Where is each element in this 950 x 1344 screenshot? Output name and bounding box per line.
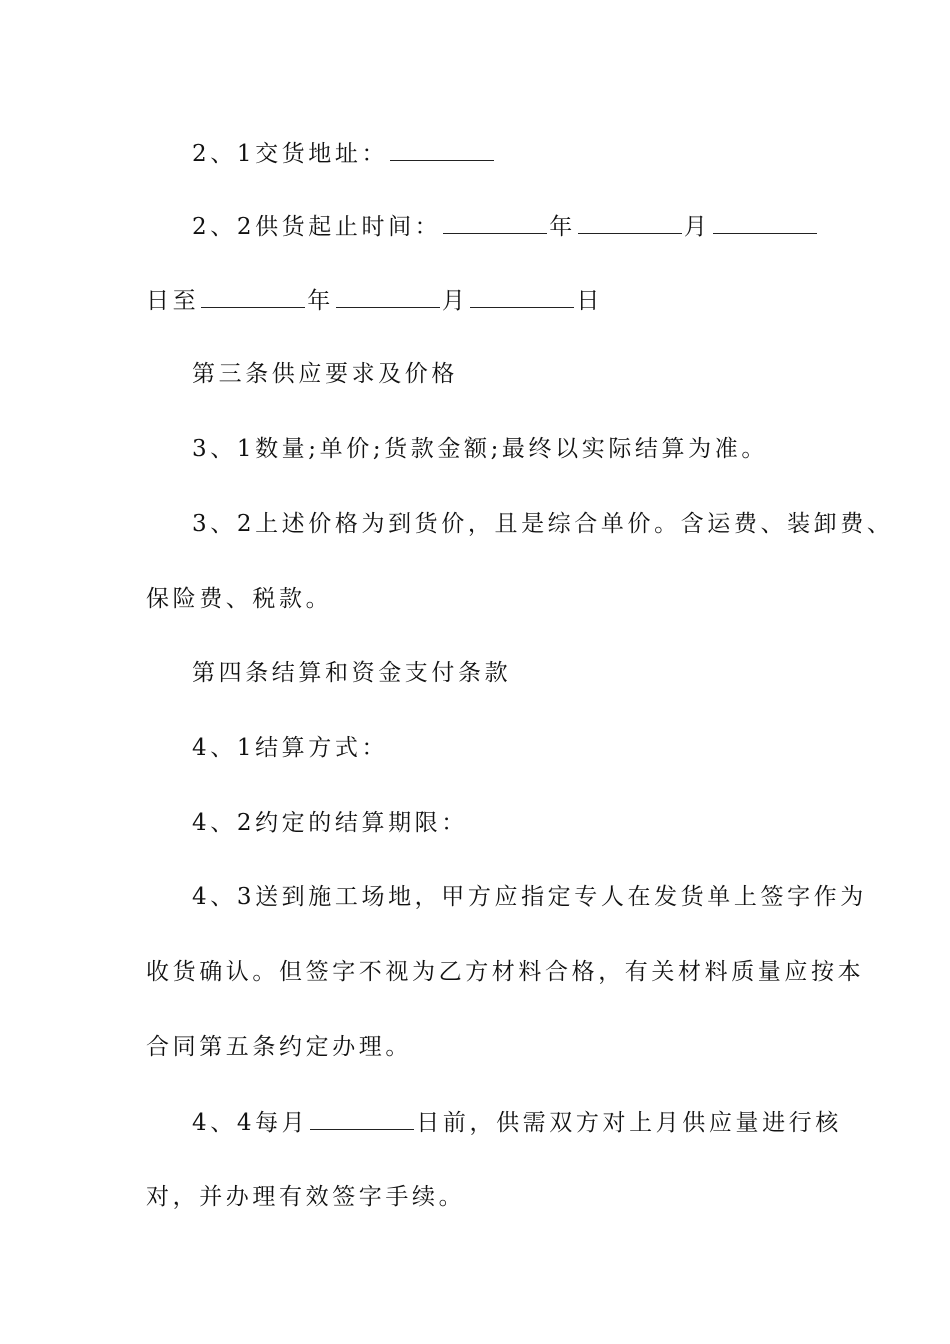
start-day-blank (713, 211, 817, 234)
start-month-blank (578, 211, 682, 234)
day-label: 日 (576, 288, 604, 314)
year-label: 年 (307, 288, 334, 314)
clause-2-2-supply-period (192, 211, 882, 242)
supply-period-end (146, 285, 836, 316)
end-month-blank (336, 285, 440, 308)
clause-4-4-text: 日前，供需双方对上月供应量进行核 (416, 1110, 842, 1136)
delivery-address-blank (390, 138, 494, 161)
monthly-day-blank (310, 1107, 414, 1130)
month-label: 月 (441, 288, 469, 314)
clause-2-2-label: 2、2供货起止时间： (192, 214, 442, 240)
clause-2-1-delivery-address (192, 138, 882, 169)
clause-4-3-line-1: 4、3送到施工场地，甲方应指定专人在发货单上签字作为 (192, 884, 867, 910)
clause-3-2-line-2: 保险费、税款。 (146, 586, 333, 612)
clause-3-2-line-1: 3、2上述价格为到货价，且是综合单价。含运费、装卸费、 (192, 511, 894, 537)
clause-4-2: 4、2约定的结算期限： (192, 810, 468, 836)
clause-4-1: 4、1结算方式： (192, 735, 389, 761)
day-to-label: 日至 (146, 288, 200, 314)
year-label: 年 (549, 214, 576, 240)
end-year-blank (201, 285, 305, 308)
clause-3-1: 3、1数量;单价;货款金额;最终以实际结算为准。 (192, 436, 768, 462)
start-year-blank (443, 211, 547, 234)
clause-2-1-label: 2、1交货地址： (192, 141, 389, 167)
clause-4-4-line-1 (192, 1107, 882, 1138)
clause-4-3-line-2: 收货确认。但签字不视为乙方材料合格，有关材料质量应按本 (146, 959, 865, 985)
clause-4-4-line-2: 对，并办理有效签字手续。 (146, 1184, 466, 1210)
article-4-heading: 第四条结算和资金支付条款 (192, 660, 512, 686)
month-label: 月 (683, 214, 711, 240)
end-day-blank (470, 285, 574, 308)
article-3-heading: 第三条供应要求及价格 (192, 361, 458, 387)
clause-4-3-line-3: 合同第五条约定办理。 (146, 1034, 412, 1060)
clause-4-4-label: 4、4每月 (192, 1110, 309, 1136)
